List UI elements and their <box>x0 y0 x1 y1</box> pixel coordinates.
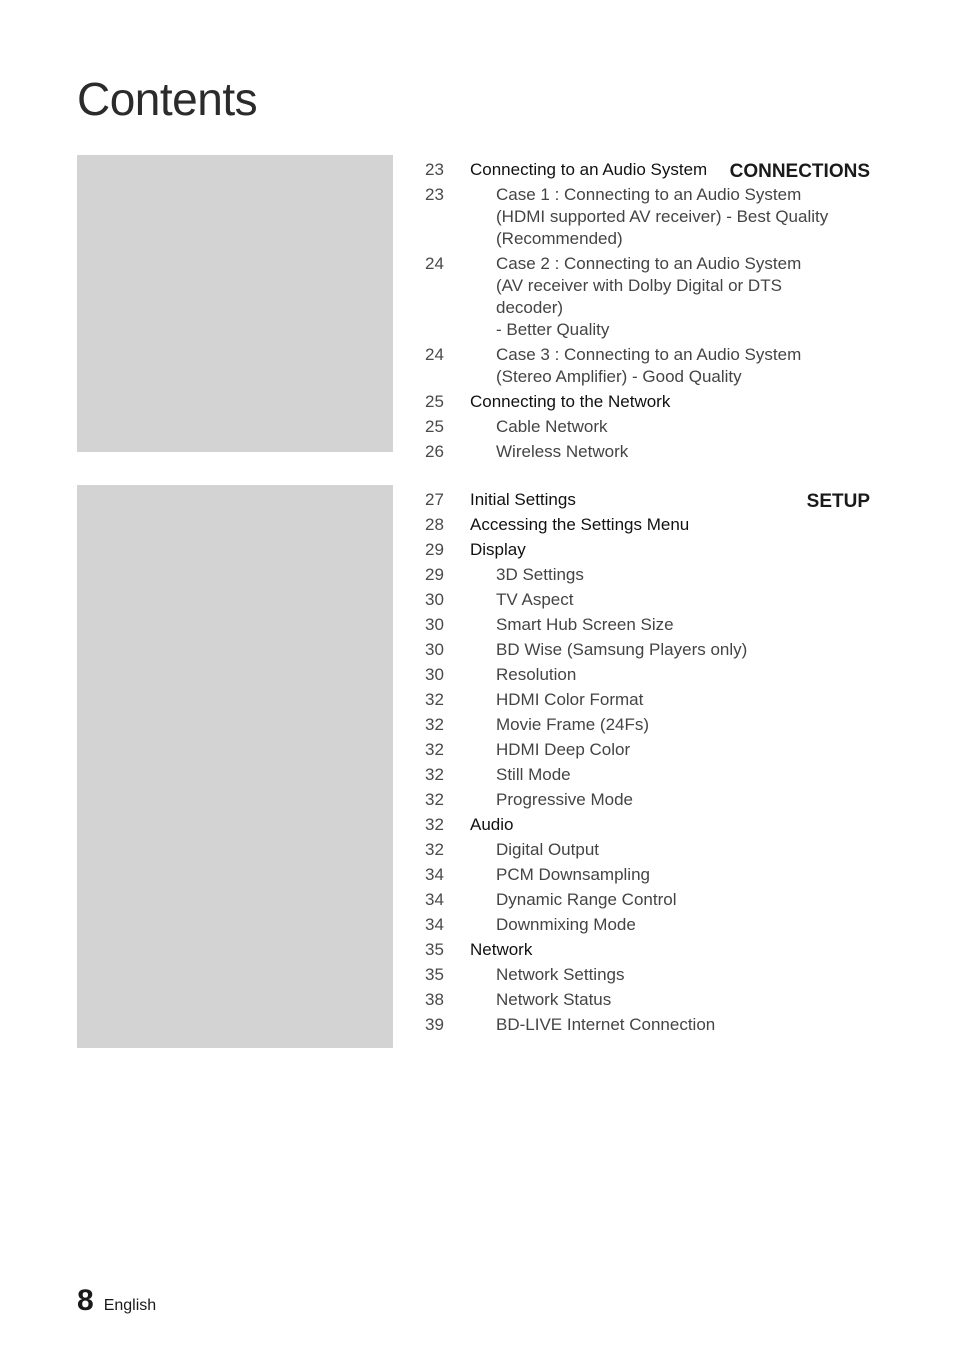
toc-entry-text <box>470 489 853 511</box>
toc-entry-text <box>496 764 853 786</box>
toc-subentry[interactable] <box>413 589 853 611</box>
toc-entry-text <box>496 864 853 886</box>
toc-entry-line: HDMI Color Format <box>496 690 644 709</box>
toc-entry-line: Progressive Mode <box>496 790 634 809</box>
toc-entry-text <box>496 639 853 661</box>
toc-page-number: 30 <box>425 615 444 634</box>
toc-entry-line: Network <box>470 940 533 959</box>
toc-entry-text <box>470 814 853 836</box>
toc-entry[interactable] <box>413 159 853 181</box>
toc-subentry[interactable] <box>413 441 853 463</box>
toc-entry-line: - Better Quality <box>496 320 610 339</box>
toc-entry-text <box>496 253 853 341</box>
page-number: 8 <box>77 1284 94 1317</box>
toc-entry-text <box>496 789 853 811</box>
toc-entry-line: BD Wise (Samsung Players only) <box>496 640 748 659</box>
toc-page-number: 24 <box>425 345 444 364</box>
toc-page-number: 39 <box>425 1015 444 1034</box>
toc-subentry[interactable] <box>413 416 853 438</box>
toc-page-number: 28 <box>425 515 444 534</box>
toc-entry-text <box>496 184 853 250</box>
toc-entry-text <box>496 589 853 611</box>
toc-page-number: 30 <box>425 640 444 659</box>
section-setup <box>77 485 877 1048</box>
toc-page-number: 34 <box>425 890 444 909</box>
toc-page-number: 29 <box>425 540 444 559</box>
toc-entry-line: Accessing the Settings Menu <box>470 515 690 534</box>
toc-entry-line: Case 2 : Connecting to an Audio System <box>496 254 802 273</box>
toc-subentry[interactable] <box>413 989 853 1011</box>
toc-page-number: 26 <box>425 442 444 461</box>
section-connections <box>77 155 877 461</box>
toc-page-number: 25 <box>425 417 444 436</box>
toc-page-number: 32 <box>425 690 444 709</box>
toc-page-number: 32 <box>425 715 444 734</box>
page-title: Contents <box>77 73 258 125</box>
toc-entry-text <box>470 939 853 961</box>
toc-entry-text <box>470 159 853 181</box>
toc-entry-line: Network Settings <box>496 965 625 984</box>
toc-entry-line: Movie Frame (24Fs) <box>496 715 650 734</box>
toc-entry-line: (AV receiver with Dolby Digital or DTS decoder) <box>496 276 782 317</box>
toc-subentry[interactable] <box>413 253 853 341</box>
toc-entry-line: Network Status <box>496 990 612 1009</box>
toc-entry-line: 3D Settings <box>496 565 584 584</box>
page-footer <box>77 1284 156 1318</box>
toc-page-number: 29 <box>425 565 444 584</box>
toc-subentry[interactable] <box>413 764 853 786</box>
toc-page-number: 32 <box>425 815 444 834</box>
toc-entry-text <box>496 614 853 636</box>
toc-page-number: 32 <box>425 765 444 784</box>
toc-entry[interactable] <box>413 939 853 961</box>
toc-entry-text <box>470 539 853 561</box>
toc-page-number: 35 <box>425 965 444 984</box>
toc-subentry[interactable] <box>413 739 853 761</box>
toc-entry-text <box>496 914 853 936</box>
toc-entry-line: Digital Output <box>496 840 599 859</box>
toc-subentry[interactable] <box>413 1014 853 1036</box>
toc-subentry[interactable] <box>413 889 853 911</box>
toc-page-number: 34 <box>425 865 444 884</box>
section-band <box>77 485 393 1048</box>
toc-entry[interactable] <box>413 391 853 413</box>
toc-entry-line: BD-LIVE Internet Connection <box>496 1015 716 1034</box>
toc-page-number: 25 <box>425 392 444 411</box>
toc-entry-text <box>496 1014 853 1036</box>
toc-entry[interactable] <box>413 514 853 536</box>
toc-subentry[interactable] <box>413 664 853 686</box>
toc-entry-text <box>496 344 853 388</box>
language-label: English <box>103 1297 157 1314</box>
toc-entry-line: Audio <box>470 815 514 834</box>
toc-entry-line: (HDMI supported AV receiver) - Best Quality <box>496 207 829 226</box>
toc-entry[interactable] <box>413 489 853 511</box>
toc-page-number: 38 <box>425 990 444 1009</box>
section-band <box>77 155 393 452</box>
toc-subentry[interactable] <box>413 864 853 886</box>
toc-page-number: 27 <box>425 490 444 509</box>
toc-entry-line: Display <box>470 540 526 559</box>
toc-entry-line: Cable Network <box>496 417 608 436</box>
toc-subentry[interactable] <box>413 184 853 250</box>
toc-entry-text <box>496 689 853 711</box>
toc-page-number: 30 <box>425 665 444 684</box>
toc-entry-line: Case 3 : Connecting to an Audio System <box>496 345 802 364</box>
toc-entry-line: Smart Hub Screen Size <box>496 615 674 634</box>
section-label: CONNECTIONS <box>729 161 870 182</box>
toc-entry[interactable] <box>413 814 853 836</box>
toc-page-number: 24 <box>425 254 444 273</box>
toc-page-number: 32 <box>425 790 444 809</box>
toc-entry-text <box>496 416 853 438</box>
toc-entry-text <box>496 564 853 586</box>
toc-entry-line: (Stereo Amplifier) - Good Quality <box>496 367 742 386</box>
toc-entry-line: Resolution <box>496 665 577 684</box>
toc-subentry[interactable] <box>413 639 853 661</box>
toc-subentry[interactable] <box>413 839 853 861</box>
toc-entry-line: Case 1 : Connecting to an Audio System <box>496 185 802 204</box>
toc-entry-text <box>496 664 853 686</box>
toc-page-number: 32 <box>425 740 444 759</box>
toc-entry-text <box>496 889 853 911</box>
toc-subentry[interactable] <box>413 914 853 936</box>
toc-page-number: 35 <box>425 940 444 959</box>
toc-entry-list <box>413 489 853 1039</box>
section-label: SETUP <box>806 491 870 512</box>
toc-entry-line: (Recommended) <box>496 229 623 248</box>
toc-subentry[interactable] <box>413 689 853 711</box>
toc-subentry[interactable] <box>413 344 853 388</box>
toc-entry[interactable] <box>413 539 853 561</box>
toc-entry-line: Initial Settings <box>470 490 576 509</box>
toc-entry-line: TV Aspect <box>496 590 574 609</box>
toc-entry-line: HDMI Deep Color <box>496 740 631 759</box>
toc-entry-text <box>496 839 853 861</box>
toc-entry-list <box>413 159 853 466</box>
toc-entry-line: PCM Downsampling <box>496 865 650 884</box>
toc-entry-text <box>496 964 853 986</box>
toc-entry-text <box>470 514 853 536</box>
toc-page-number: 30 <box>425 590 444 609</box>
toc-entry-text <box>470 391 853 413</box>
toc-subentry[interactable] <box>413 614 853 636</box>
toc-entry-text <box>496 714 853 736</box>
toc-entry-line: Connecting to an Audio System <box>470 160 708 179</box>
toc-entry-line: Still Mode <box>496 765 571 784</box>
toc-page-number: 23 <box>425 160 444 179</box>
toc-entry-line: Dynamic Range Control <box>496 890 677 909</box>
toc-entry-line: Connecting to the Network <box>470 392 671 411</box>
toc-page-number: 23 <box>425 185 444 204</box>
toc-entry-text <box>496 739 853 761</box>
toc-entry-text <box>496 989 853 1011</box>
toc-subentry[interactable] <box>413 789 853 811</box>
toc-page-number: 34 <box>425 915 444 934</box>
toc-subentry[interactable] <box>413 964 853 986</box>
toc-subentry[interactable] <box>413 564 853 586</box>
toc-subentry[interactable] <box>413 714 853 736</box>
toc-entry-text <box>496 441 853 463</box>
toc-page-number: 32 <box>425 840 444 859</box>
toc-entry-line: Downmixing Mode <box>496 915 636 934</box>
toc-entry-line: Wireless Network <box>496 442 629 461</box>
